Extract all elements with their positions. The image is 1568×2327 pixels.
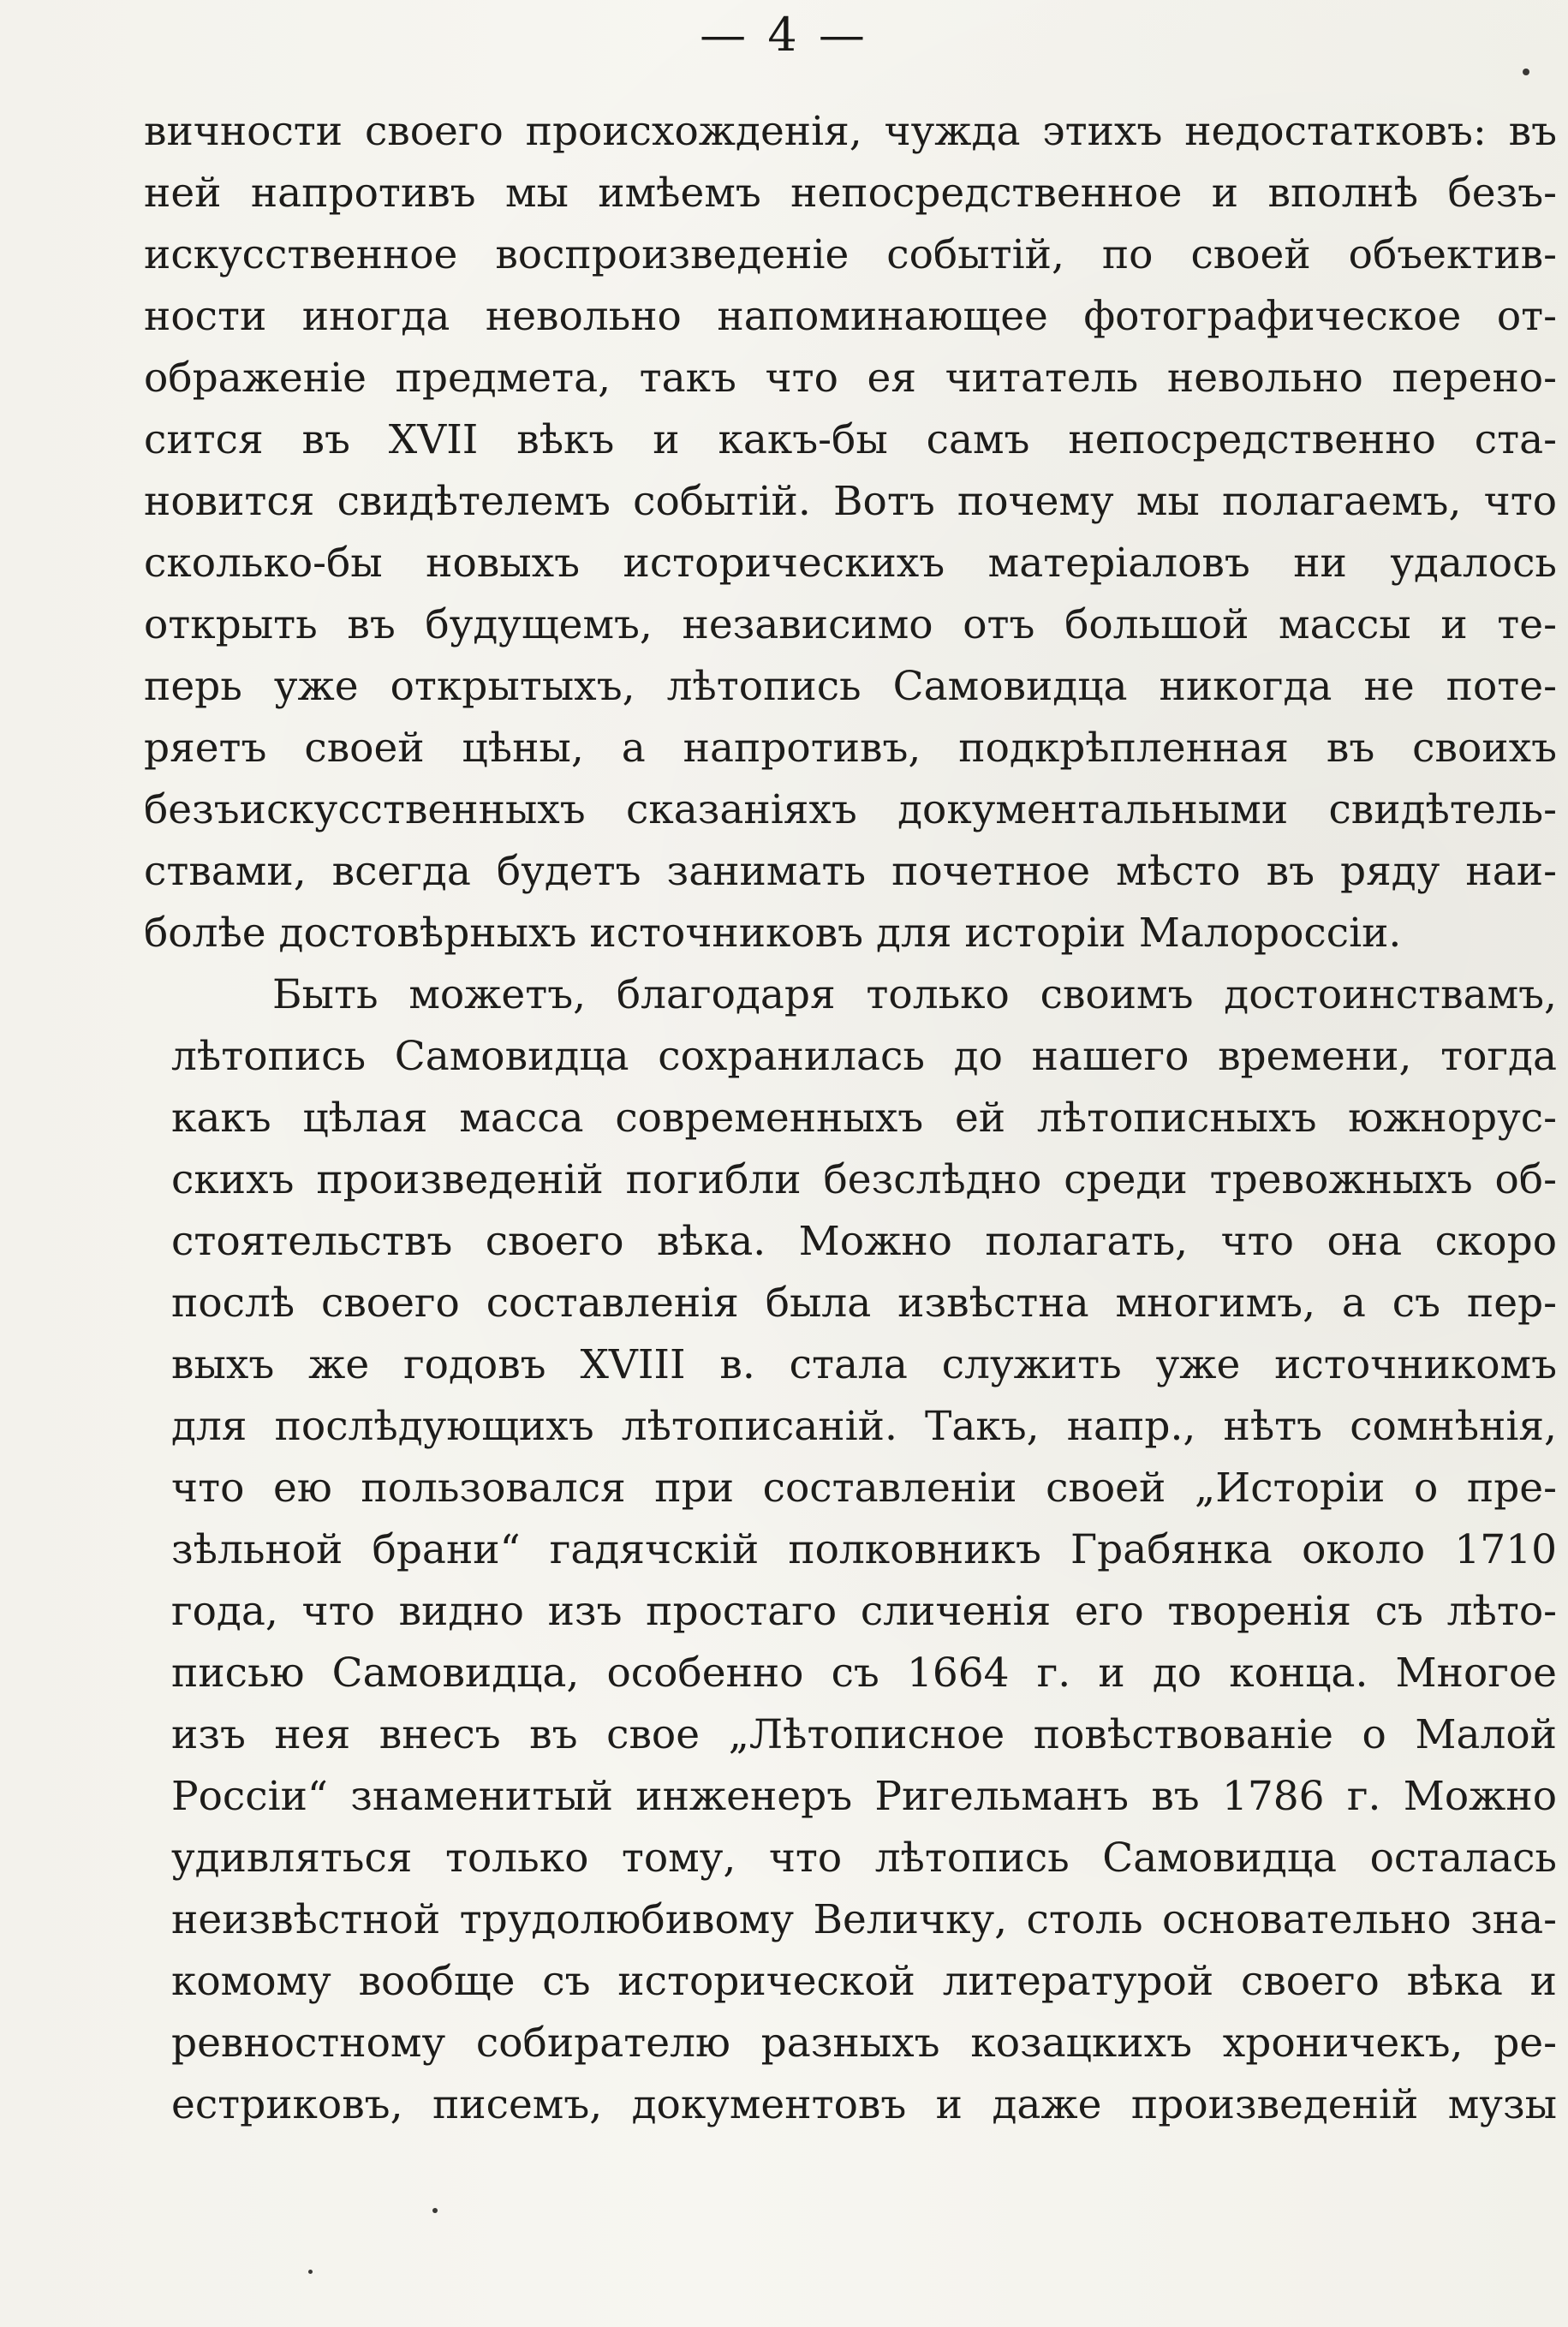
text-line-22: для послѣдующихъ лѣтописаній. Такъ, напр., нѣтъ сомнѣнія, xyxy=(171,1403,1557,1450)
text-line-10: перь уже открытыхъ, лѣтопись Самовидца никогда не поте- xyxy=(144,663,1557,710)
text-line-7: новится свидѣтелемъ событій. Вотъ почему мы полагаемъ, что xyxy=(144,478,1557,525)
text-line-13: ствами, всегда будетъ занимать почетное мѣсто въ ряду наи- xyxy=(144,848,1557,895)
text-line-18: скихъ произведеній погибли безслѣдно среди тревожныхъ об- xyxy=(171,1156,1557,1203)
text-line-21: выхъ же годовъ XVIII в. стала служить уже источникомъ xyxy=(171,1341,1557,1388)
text-line-23: что ею пользовался при составленіи своей „Исторіи о пре- xyxy=(171,1465,1557,1512)
text-line-8: сколько-бы новыхъ историческихъ матеріаловъ ни удалось xyxy=(144,540,1557,587)
text-line-20: послѣ своего составленія была извѣстна многимъ, а съ пер- xyxy=(171,1280,1557,1327)
text-line-28: Россіи“ знаменитый инженеръ Ригельманъ въ 1786 г. Можно xyxy=(171,1773,1557,1820)
text-line-11: ряетъ своей цѣны, а напротивъ, подкрѣпленная въ своихъ xyxy=(144,725,1557,772)
text-line-3: искусственное воспроизведеніе событій, по своей объектив- xyxy=(144,231,1557,278)
text-line-17: какъ цѣлая масса современныхъ ей лѣтописныхъ южнорус- xyxy=(171,1095,1557,1142)
text-line-31: комому вообще съ исторической литературой своего вѣка и xyxy=(171,1958,1557,2005)
text-line-33: естриковъ, писемъ, документовъ и даже произведеній музы xyxy=(171,2081,1557,2128)
text-line-4: ности иногда невольно напоминающее фотографическое от- xyxy=(144,293,1557,340)
page-number: — 4 — xyxy=(700,8,868,62)
text-line-14: болѣе достовѣрныхъ источниковъ для исторіи Малороссіи. xyxy=(144,910,1402,957)
paper-speck xyxy=(1523,69,1529,75)
text-line-19: стоятельствъ своего вѣка. Можно полагать, что она скоро xyxy=(171,1218,1557,1265)
text-line-1: вичности своего происхожденія, чужда этихъ недостатковъ: въ xyxy=(144,108,1557,155)
paper-speck xyxy=(308,2270,313,2274)
text-line-9: открыть въ будущемъ, независимо отъ большой массы и те- xyxy=(144,601,1557,648)
text-line-25: года, что видно изъ простаго сличенія его творенія съ лѣто- xyxy=(171,1588,1557,1635)
text-line-30: неизвѣстной трудолюбивому Величку, столь основательно зна- xyxy=(171,1896,1557,1943)
text-line-29: удивляться только тому, что лѣтопись Самовидца осталась xyxy=(171,1835,1557,1882)
paper-speck xyxy=(432,2208,438,2213)
body-text xyxy=(144,101,1557,2136)
text-line-6: сится въ XVII вѣкъ и какъ-бы самъ непосредственно ста- xyxy=(144,416,1557,463)
text-line-5: ображеніе предмета, такъ что ея читатель невольно перено- xyxy=(144,355,1557,402)
text-line-2: ней напротивъ мы имѣемъ непосредственное и вполнѣ безъ- xyxy=(144,170,1557,217)
text-line-32: ревностному собирателю разныхъ козацкихъ хроничекъ, ре- xyxy=(171,2020,1557,2067)
text-line-27: изъ нея внесъ въ свое „Лѣтописное повѣствованіе о Малой xyxy=(171,1711,1557,1758)
text-line-16: лѣтопись Самовидца сохранилась до нашего времени, тогда xyxy=(171,1033,1557,1080)
text-line-12: безъискусственныхъ сказаніяхъ документальными свидѣтель- xyxy=(144,786,1557,833)
text-line-26: писью Самовидца, особенно съ 1664 г. и до конца. Многое xyxy=(171,1650,1557,1697)
text-line-24: зѣльной брани“ гадячскій полковникъ Грабянка около 1710 xyxy=(171,1526,1557,1573)
text-line-15: Быть можетъ, благодаря только своимъ достоинствамъ, xyxy=(272,971,1557,1018)
